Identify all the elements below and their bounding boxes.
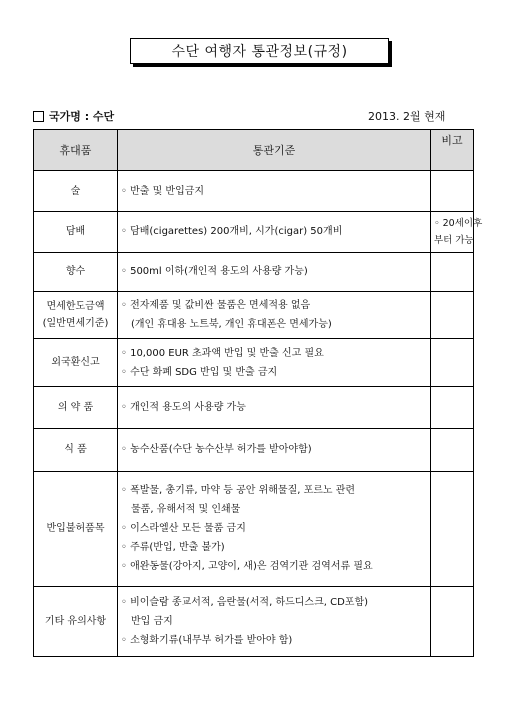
table-header-row [34,130,474,171]
checkbox-square-icon [33,111,44,122]
item-cell-line: 식 품 [64,444,87,456]
item-cell [34,212,118,252]
item-cell [34,252,118,291]
standard-cell-line: ◦ 애완동물(강아지, 고양이, 새)은 검역기관 검역서류 필요 [121,561,373,573]
item-cell [34,171,118,212]
customs-table [33,129,483,657]
standard-cell-line: ◦ 소형화기류(내무부 허가를 받아야 함) [121,635,293,647]
document-title [130,38,389,64]
item-cell-line: 면세한도금액 [46,301,105,312]
item-cell [34,386,118,428]
standard-cell-line: ◦ 주류(반입, 반출 불가) [121,542,225,554]
remark-cell [431,171,474,212]
standard-cell [118,429,431,471]
item-cell-line: (일반면세기준) [42,318,109,329]
standard-cell [118,212,431,252]
header-item: 휴대품 [34,130,118,171]
standard-cell [118,386,431,428]
standard-cell-line: ◦ 농수산품(수단 농수산부 허가를 받아야함) [121,444,312,456]
standard-cell-line: (개인 휴대용 노트북, 개인 휴대폰은 면세가능) [131,319,332,330]
item-cell-line: 외국환신고 [51,357,100,369]
standard-cell [118,471,431,586]
table-row [34,291,474,339]
table-row [34,171,474,212]
standard-cell-line: ◦ 이스라엘산 모든 물품 금지 [121,523,246,535]
item-cell [34,587,118,657]
item-cell-line: 의 약 품 [57,402,94,414]
header-remark: 비고 [431,130,474,171]
meta-row [33,108,473,124]
table-body [34,171,483,657]
item-cell-line: 향수 [65,266,86,278]
standard-cell-line: ◦ 비이슬람 종교서적, 음란물(서적, 하드디스크, CD포함) [121,597,369,609]
standard-cell [118,291,431,339]
table-row [34,429,474,471]
remark-cell [431,386,474,428]
remark-cell [431,291,474,339]
standard-cell [118,252,431,291]
standard-cell-line: ◦ 폭발물, 총기류, 마약 등 공안 위해물질, 포르노 관련 [121,485,356,497]
table-row [34,339,474,387]
table-row [34,386,474,428]
item-cell [34,429,118,471]
country-label-text: 국가명 : 수단 [49,110,115,123]
standard-cell-line: 반입 금지 [131,616,173,628]
country-label [33,108,114,124]
table-row [34,587,474,657]
date-label: 2013. 2월 현재 [368,110,446,123]
standard-cell-line: ◦ 개인적 용도의 사용량 가능 [121,402,246,414]
item-cell-line: 반입불허품목 [46,523,105,535]
table-row [34,252,474,291]
item-cell [34,339,118,387]
standard-cell [118,587,431,657]
remark-cell [431,587,474,657]
remark-cell [431,471,474,586]
item-cell [34,291,118,339]
item-cell [34,471,118,586]
remark-cell [431,429,474,471]
standard-cell-line: ◦ 담배(cigarettes) 200개비, 시가(cigar) 50개비 [121,226,343,238]
standard-cell-line: ◦ 10,000 EUR 초과액 반입 및 반출 신고 필요 [121,347,324,359]
header-standard: 통관기준 [118,130,431,171]
item-cell-line: 담배 [65,226,86,238]
table-row [34,212,474,252]
item-cell-line: 기타 유의사항 [44,616,107,628]
standard-cell-line: ◦ 수단 화폐 SDG 반입 및 반출 금지 [121,366,278,378]
remark-cell [431,252,474,291]
standard-cell-line: 물품, 유해서적 및 인쇄물 [131,504,241,516]
remark-cell-line: ◦ 20세이후 [434,218,483,230]
item-cell-line: 술 [70,185,81,197]
standard-cell-line: ◦ 전자제품 및 값비싼 물품은 면세적용 없음 [121,300,311,311]
remark-cell [431,339,474,387]
standard-cell [118,171,431,212]
remark-cell [431,212,483,252]
document-title-text: 수단 여행자 통관정보(규정) [171,44,348,60]
standard-cell-line: ◦ 500ml 이하(개인적 용도의 사용량 가능) [121,266,308,278]
standard-cell [118,339,431,387]
table-row [34,471,474,586]
remark-cell-line: 부터 가능 [434,235,474,247]
standard-cell-line: ◦ 반출 및 반입금지 [121,185,205,197]
